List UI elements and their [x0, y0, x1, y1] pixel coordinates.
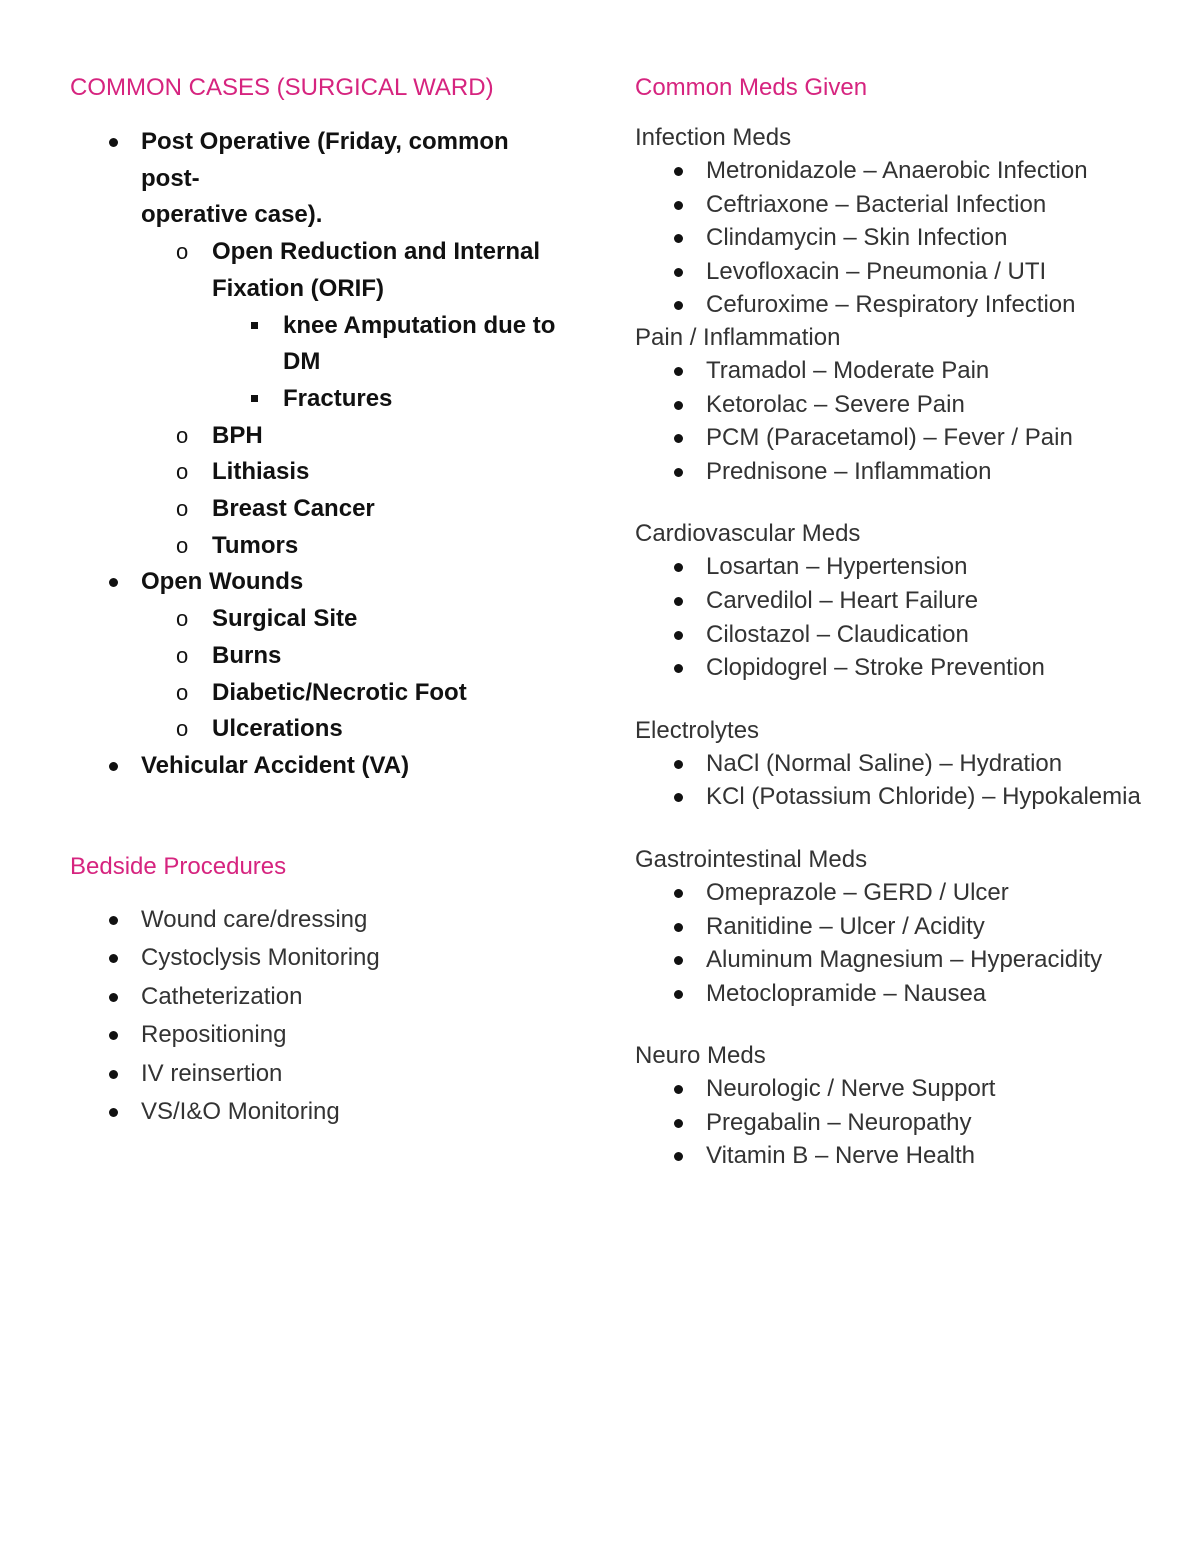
list-item-vehicular-accident: Vehicular Accident (VA)	[70, 748, 570, 785]
list-item-lithiasis: o Lithiasis	[141, 454, 570, 491]
post-op-line2: operative case).	[141, 201, 323, 229]
list-item-burns: o Burns	[141, 638, 570, 675]
med-group-title: Pain / Inflammation	[635, 323, 841, 351]
med-list	[635, 747, 1155, 814]
list-item-ulcerations: o Ulcerations	[141, 711, 570, 748]
med-list	[635, 1072, 1155, 1173]
med-item: Pregabalin – Neuropathy	[635, 1106, 1155, 1140]
med-item: PCM (Paracetamol) – Fever / Pain	[635, 421, 1155, 455]
med-item: Prednisone – Inflammation	[635, 455, 1155, 489]
list-item-fractures	[212, 381, 570, 418]
list-item-surgical-site: o Surgical Site	[141, 601, 570, 638]
med-group	[635, 1040, 1155, 1173]
orif-line1: o Open Reduction and Internal	[212, 238, 541, 266]
orif-sublist	[212, 308, 570, 418]
med-list	[635, 154, 1155, 322]
list-item-tumors: o Tumors	[141, 528, 570, 565]
med-item: Cefuroxime – Respiratory Infection	[635, 288, 1155, 322]
med-group	[635, 518, 1155, 684]
med-item: Tramadol – Moderate Pain	[635, 354, 1155, 388]
common-cases-heading: COMMON CASES (SURGICAL WARD)	[70, 74, 494, 101]
med-group	[635, 322, 1155, 488]
list-item: Cystoclysis Monitoring	[70, 939, 570, 978]
med-group-title: Gastrointestinal Meds	[635, 845, 868, 873]
med-item: Carvedilol – Heart Failure	[635, 584, 1155, 618]
list-item: Repositioning	[70, 1016, 570, 1055]
med-group	[635, 844, 1155, 1010]
med-item: Metronidazole – Anaerobic Infection	[635, 154, 1155, 188]
list-item-open-wounds	[70, 564, 570, 748]
post-op-line1: Post Operative (Friday, common post-	[141, 128, 509, 192]
fractures-label: Fractures	[283, 384, 393, 412]
left-column	[70, 70, 570, 1132]
med-item: Cilostazol – Claudication	[635, 618, 1155, 652]
med-item: Ketorolac – Severe Pain	[635, 388, 1155, 422]
med-item: KCl (Potassium Chloride) – Hypokalemia	[635, 780, 1155, 814]
med-item: Omeprazole – GERD / Ulcer	[635, 876, 1155, 910]
bedside-list	[70, 901, 570, 1132]
list-item-post-operative	[70, 124, 570, 564]
med-list	[635, 876, 1155, 1010]
med-item: Clopidogrel – Stroke Prevention	[635, 651, 1155, 685]
post-op-sublist	[141, 234, 570, 564]
bedside-section	[70, 849, 570, 1132]
med-group-title: Infection Meds	[635, 124, 792, 151]
list-item-diabetic-foot: o Diabetic/Necrotic Foot	[141, 675, 570, 712]
med-item: Losartan – Hypertension	[635, 550, 1155, 584]
med-item: Neurologic / Nerve Support	[635, 1072, 1155, 1106]
med-item: Vitamin B – Nerve Health	[635, 1139, 1155, 1173]
med-item: Levofloxacin – Pneumonia / UTI	[635, 255, 1155, 289]
right-column	[635, 70, 1155, 1173]
med-item: Clindamycin – Skin Infection	[635, 221, 1155, 255]
orif-line2: Fixation (ORIF)	[212, 274, 384, 302]
list-item-bph: o BPH	[141, 418, 570, 455]
open-wounds-label: Open Wounds	[141, 568, 304, 596]
open-wounds-sublist	[141, 601, 570, 748]
med-groups	[635, 122, 1155, 1173]
med-item: Ceftriaxone – Bacterial Infection	[635, 188, 1155, 222]
cases-list	[70, 124, 570, 785]
list-item-breast-cancer: o Breast Cancer	[141, 491, 570, 528]
med-item: NaCl (Normal Saline) – Hydration	[635, 747, 1155, 781]
list-item: VS/I&O Monitoring	[70, 1093, 570, 1132]
list-item: Catheterization	[70, 978, 570, 1017]
med-group	[635, 122, 1155, 322]
amputation-line2: DM	[283, 348, 321, 376]
list-item: IV reinsertion	[70, 1055, 570, 1094]
amputation-line1: knee Amputation due to	[283, 311, 556, 339]
med-item: Aluminum Magnesium – Hyperacidity	[635, 943, 1155, 977]
list-item: Wound care/dressing	[70, 901, 570, 940]
med-group-title: Neuro Meds	[635, 1042, 766, 1070]
list-item-orif	[141, 234, 570, 418]
med-group-title: Electrolytes	[635, 716, 760, 744]
common-meds-heading: Common Meds Given	[635, 74, 868, 101]
med-group	[635, 715, 1155, 814]
med-item: Metoclopramide – Nausea	[635, 977, 1155, 1011]
med-item: Ranitidine – Ulcer / Acidity	[635, 910, 1155, 944]
med-list	[635, 550, 1155, 684]
bedside-heading: Bedside Procedures	[70, 852, 287, 880]
list-item-amputation	[212, 308, 570, 381]
med-group-title: Cardiovascular Meds	[635, 520, 861, 548]
med-list	[635, 354, 1155, 488]
